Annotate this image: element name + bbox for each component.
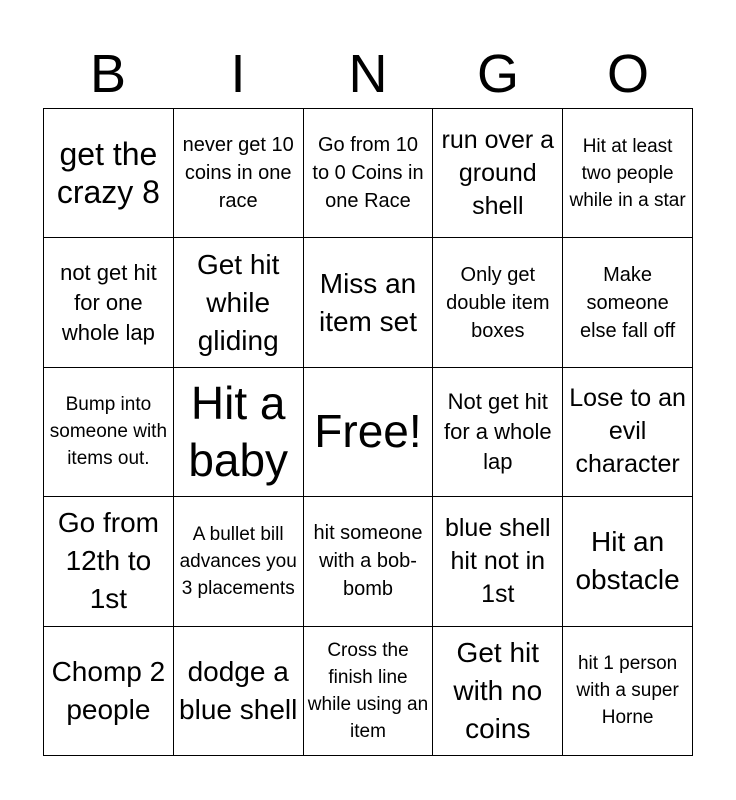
cell-text: Chomp 2 people <box>51 655 166 725</box>
header-letter-o: O <box>606 44 649 104</box>
bingo-cell[interactable] <box>44 627 174 756</box>
cell-text: Get hit with no coins <box>453 636 543 744</box>
cell-text: Go from 10 to 0 Coins in one Race <box>312 134 424 213</box>
cell-text: Not get hit for a whole lap <box>443 388 552 474</box>
bingo-cell[interactable] <box>433 109 563 238</box>
cell-text: get the crazy 8 <box>56 136 160 211</box>
cell-text: Hit an obstacle <box>575 526 680 596</box>
bingo-cell[interactable] <box>44 109 174 238</box>
bingo-cell[interactable] <box>44 497 174 626</box>
cell-text: Hit at least two people while in a star <box>569 135 686 211</box>
bingo-header <box>43 40 693 108</box>
cell-text: Make someone else fall off <box>579 263 676 342</box>
header-letter-i: I <box>230 44 246 104</box>
cell-text: Only get double item boxes <box>446 263 550 342</box>
free-space[interactable] <box>304 368 434 497</box>
free-space-label: Free! <box>314 405 422 458</box>
bingo-card-grid <box>43 108 693 756</box>
cell-text: never get 10 coins in one race <box>182 134 294 213</box>
bingo-cell[interactable] <box>433 497 563 626</box>
bingo-cell[interactable] <box>304 497 434 626</box>
header-letter-g: G <box>476 44 519 104</box>
cell-text: Go from 12th to 1st <box>57 507 159 615</box>
cell-text: Get hit while gliding <box>196 248 280 356</box>
cell-text: hit 1 person with a super Horne <box>576 653 679 729</box>
cell-text: Bump into someone with items out. <box>49 394 168 470</box>
bingo-cell[interactable] <box>563 497 693 626</box>
bingo-cell[interactable] <box>304 238 434 367</box>
bingo-cell[interactable] <box>44 238 174 367</box>
cell-text: run over a ground shell <box>441 125 555 220</box>
bingo-cell[interactable] <box>563 368 693 497</box>
cell-text: hit someone with a bob-bomb <box>313 522 423 601</box>
bingo-cell[interactable] <box>174 368 304 497</box>
header-letter-b: B <box>89 44 127 104</box>
bingo-cell[interactable] <box>174 109 304 238</box>
cell-text: A bullet bill advances you 3 placements <box>179 523 297 599</box>
bingo-cell[interactable] <box>433 368 563 497</box>
bingo-cell[interactable] <box>563 238 693 367</box>
cell-text: Miss an item set <box>318 267 417 337</box>
bingo-cell[interactable] <box>174 627 304 756</box>
cell-text: Hit a baby <box>188 376 289 486</box>
bingo-cell[interactable] <box>174 238 304 367</box>
cell-text: Cross the finish line while using an item <box>307 639 429 742</box>
bingo-cell[interactable] <box>304 627 434 756</box>
bingo-cell[interactable] <box>304 109 434 238</box>
cell-text: blue shell hit not in 1st <box>444 513 551 608</box>
cell-text: not get hit for one whole lap <box>60 259 157 345</box>
bingo-cell[interactable] <box>563 627 693 756</box>
bingo-cell[interactable] <box>433 238 563 367</box>
cell-text: dodge a blue shell <box>179 655 298 725</box>
bingo-cell[interactable] <box>433 627 563 756</box>
cell-text: Lose to an evil character <box>569 384 686 479</box>
bingo-cell[interactable] <box>563 109 693 238</box>
bingo-cell[interactable] <box>44 368 174 497</box>
bingo-cell[interactable] <box>174 497 304 626</box>
header-letter-n: N <box>348 44 388 104</box>
